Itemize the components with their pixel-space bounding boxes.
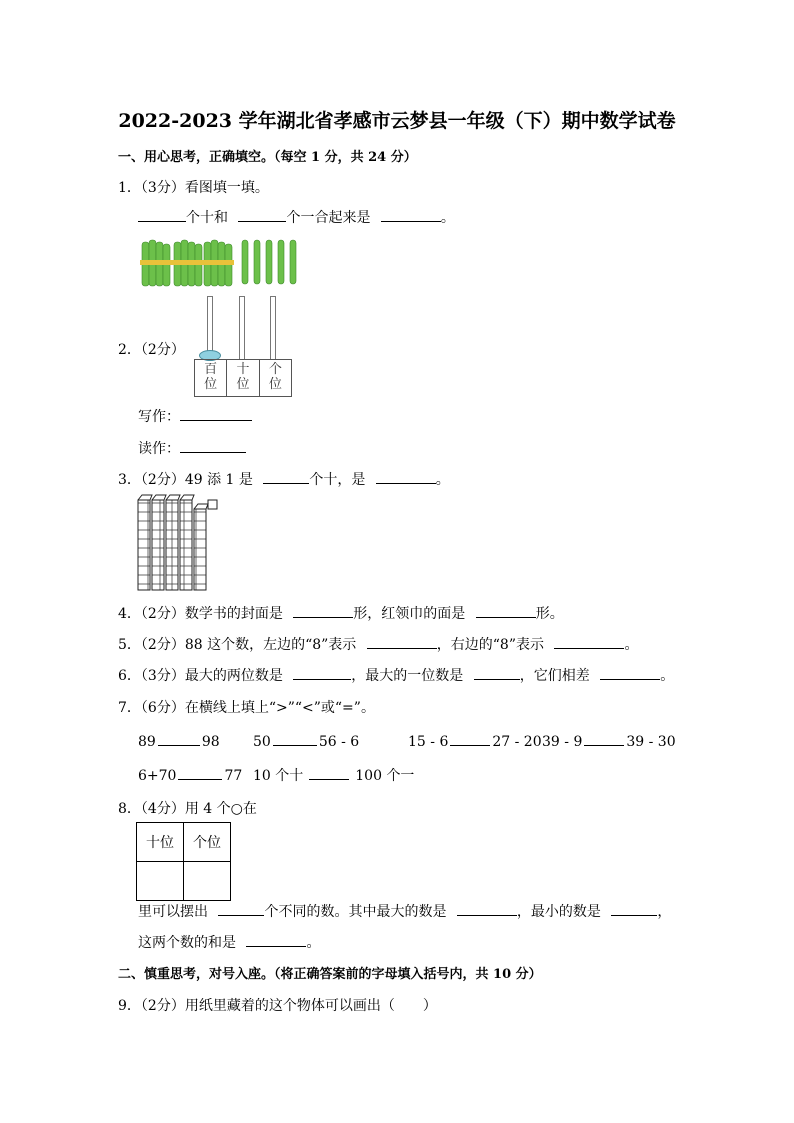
abacus-rod-ones xyxy=(270,296,276,360)
question-1-label: 1．（3分）看图填一填。 xyxy=(118,180,269,196)
abacus-place-table xyxy=(194,359,292,397)
answer-blank[interactable] xyxy=(238,207,286,222)
question-7-label: 7．（6分）在横线上填上“>”“<”或“=”。 xyxy=(118,700,375,716)
page-title: 2022-2023 学年湖北省孝感市云梦县一年级（下）期中数学试卷 xyxy=(118,110,676,132)
question-3-line: 3．（2分）49 添 1 是 个十，是 。 xyxy=(118,469,450,489)
place-value-table xyxy=(136,822,231,901)
answer-blank[interactable] xyxy=(611,901,657,916)
question-2-read: 读作： xyxy=(138,438,246,458)
question-4-line: 4．（2分）数学书的封面是 形，红领巾的面是 形。 xyxy=(118,603,564,623)
answer-blank[interactable] xyxy=(178,765,222,780)
answer-blank[interactable] xyxy=(218,901,264,916)
answer-blank[interactable] xyxy=(158,731,200,746)
answer-blank[interactable] xyxy=(367,634,437,649)
answer-blank[interactable] xyxy=(600,665,660,680)
section-1-heading: 一、用心思考，正确填空。（每空 1 分，共 24 分） xyxy=(118,150,417,165)
answer-blank[interactable] xyxy=(474,665,520,680)
cube-rods-image xyxy=(136,494,220,592)
answer-blank[interactable] xyxy=(381,207,441,222)
compare-item: 10 个十 100 个一 xyxy=(253,765,414,785)
answer-blank[interactable] xyxy=(293,665,351,680)
answer-blank[interactable] xyxy=(263,469,309,484)
place-hundreds: 百 位 xyxy=(195,360,227,396)
compare-item: 50 56 - 6 xyxy=(253,731,359,750)
answer-blank[interactable] xyxy=(180,438,246,453)
header-tens: 十位 xyxy=(137,823,184,862)
header-ones: 个位 xyxy=(184,823,231,862)
answer-blank[interactable] xyxy=(246,932,306,947)
cell-tens xyxy=(137,862,184,901)
answer-blank[interactable] xyxy=(457,901,517,916)
answer-blank[interactable] xyxy=(584,731,624,746)
question-9-label: 9．（2分）用纸里藏着的这个物体可以画出（ ） xyxy=(118,998,437,1014)
answer-blank[interactable] xyxy=(376,469,436,484)
question-8-line-2: 这两个数的和是 。 xyxy=(138,932,320,952)
compare-item: 39 - 9 39 - 30 xyxy=(542,731,676,750)
place-tens: 十 位 xyxy=(227,360,259,396)
compare-item: 89 98 xyxy=(138,731,220,750)
abacus-rod-tens xyxy=(239,296,245,360)
answer-blank[interactable] xyxy=(309,765,349,780)
question-6-line: 6．（3分）最大的两位数是 ，最大的一位数是 ，它们相差 。 xyxy=(118,665,674,685)
answer-blank[interactable] xyxy=(138,207,186,222)
question-8-label: 8．（4分）用 4 个○在 xyxy=(118,801,257,817)
answer-blank[interactable] xyxy=(476,603,536,618)
question-2-write: 写作： xyxy=(138,406,252,426)
answer-blank[interactable] xyxy=(293,603,353,618)
place-ones: 个 位 xyxy=(268,362,282,392)
bundled-sticks-image xyxy=(138,236,298,290)
answer-blank[interactable] xyxy=(180,406,252,421)
question-1-line: 个十和 个一合起来是 。 xyxy=(138,207,455,227)
question-8-line-1: 里可以摆出 个不同的数。其中最大的数是 ，最小的数是 ， xyxy=(138,901,671,921)
answer-blank[interactable] xyxy=(273,731,317,746)
section-2-heading: 二、慎重思考，对号入座。（将正确答案前的字母填入括号内，共 10 分） xyxy=(118,967,542,982)
cell-ones xyxy=(184,862,231,901)
compare-item: 6+70 77 xyxy=(138,765,242,784)
answer-blank[interactable] xyxy=(450,731,490,746)
compare-item: 15 - 6 27 - 20 xyxy=(408,731,542,750)
question-2-label: 2．（2分） xyxy=(118,342,185,358)
question-5-line: 5．（2分）88 这个数，左边的“8”表示 ，右边的“8”表示 。 xyxy=(118,634,638,654)
answer-blank[interactable] xyxy=(554,634,624,649)
